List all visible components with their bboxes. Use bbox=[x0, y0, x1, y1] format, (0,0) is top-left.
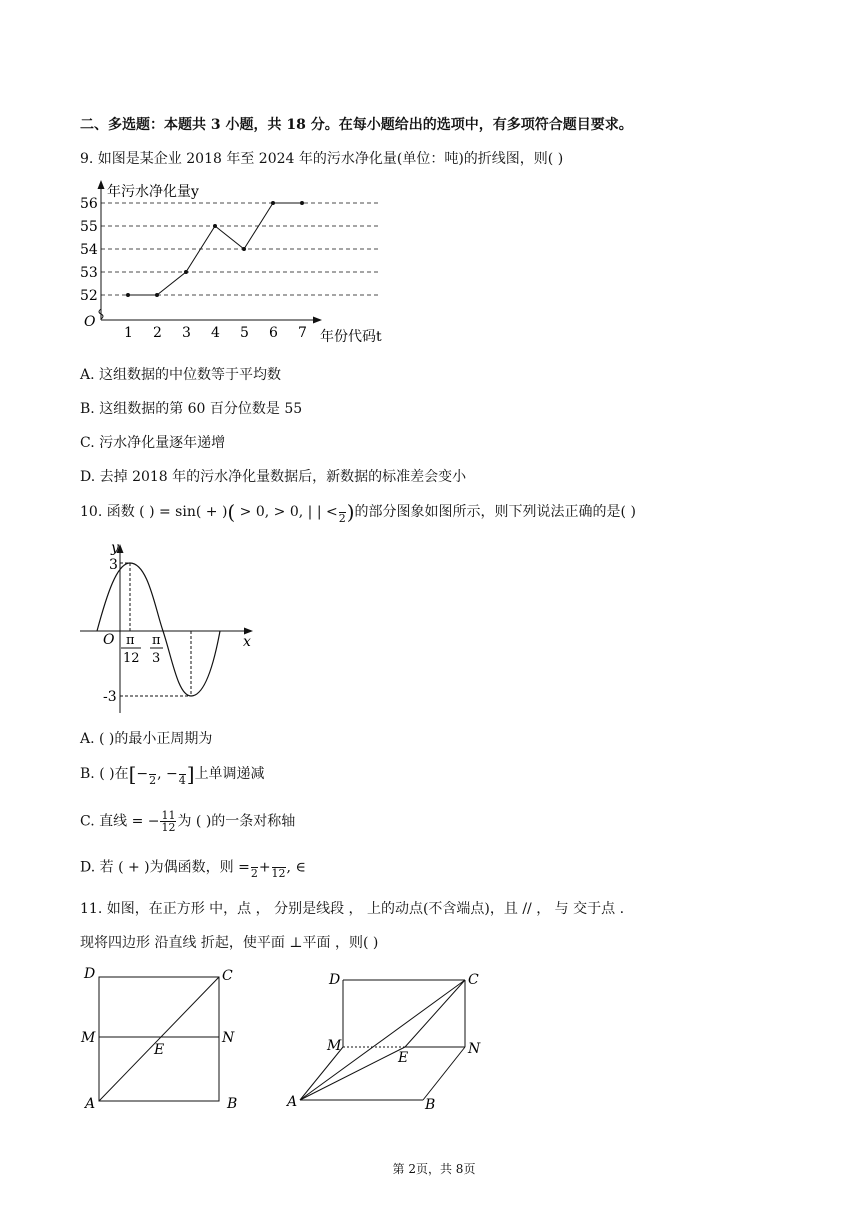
q10-option-a: A. ( )的最小正周期为 bbox=[80, 731, 213, 747]
q10-optb-bracket-left: [ bbox=[128, 762, 137, 786]
q10-x-label: x bbox=[243, 634, 251, 650]
q10-optd-plus: + bbox=[258, 859, 271, 876]
q10-tick2-num: π bbox=[152, 633, 161, 648]
q11-fig2-label-b: B bbox=[425, 1097, 436, 1112]
q10-optd-frac-2 bbox=[272, 856, 286, 879]
q9-x-tick-6: 6 bbox=[269, 325, 278, 341]
q10-optb-suffix: 上单调递减 bbox=[194, 766, 265, 782]
q9-x-arrow bbox=[313, 317, 322, 324]
q11-fig2-label-e: E bbox=[398, 1050, 409, 1066]
q11-stem-line2: 现将四边形 沿直线 折起，使平面 ⊥平面 ，则( ) bbox=[80, 935, 379, 951]
q11-fig2-label-m: M bbox=[327, 1038, 342, 1054]
q9-y-ticks bbox=[80, 196, 98, 304]
q10-stem-prefix: 10. 函数 ( ) = sin( + ) bbox=[80, 504, 228, 520]
q11-fig2-ac bbox=[300, 980, 465, 1100]
q10-option-b bbox=[80, 762, 265, 786]
q11-fig1-label-c: C bbox=[222, 968, 233, 984]
q11-fig1-label-n: N bbox=[222, 1030, 235, 1046]
q10-optb-den-2: 4 bbox=[178, 773, 186, 787]
q9-x-label: 年份代码t bbox=[320, 329, 382, 345]
q11-fig2-ec bbox=[405, 980, 465, 1047]
q9-line-chart bbox=[80, 176, 400, 346]
q9-option-b: B. 这组数据的第 60 百分位数是 55 bbox=[80, 401, 303, 417]
q9-grid bbox=[101, 203, 378, 295]
q11-figure-square bbox=[80, 962, 255, 1112]
q9-x-tick-2: 2 bbox=[153, 325, 162, 341]
q10-option-c bbox=[80, 810, 295, 833]
q10-stem-frac-den: 2 bbox=[338, 511, 346, 525]
q10-sine-curve bbox=[97, 563, 220, 696]
q11-fig1-label-b: B bbox=[227, 1096, 238, 1112]
q10-paren-left: ( bbox=[227, 500, 236, 524]
q9-x-tick-3: 3 bbox=[182, 325, 191, 341]
q10-min-label: -3 bbox=[103, 689, 117, 705]
q9-x-tick-5: 5 bbox=[240, 325, 249, 341]
q9-point-6 bbox=[271, 201, 275, 205]
q10-stem bbox=[80, 500, 636, 524]
q11-fig2-label-n: N bbox=[468, 1041, 481, 1057]
q10-optc-den: 12 bbox=[161, 821, 176, 834]
q10-optc-suffix: 为 ( )的一条对称轴 bbox=[177, 813, 296, 830]
q10-optb-den-1: 2 bbox=[149, 773, 157, 787]
q11-figure-folded bbox=[285, 962, 490, 1112]
q11-fig2-label-c: C bbox=[468, 972, 479, 988]
q9-option-a: A. 这组数据的中位数等于平均数 bbox=[80, 367, 282, 383]
q11-stem-line1: 11. 如图，在正方形 中，点 ， 分别是线段 ， 上的动点(不含端点)，且 // ， 与 交于点 . bbox=[80, 901, 625, 917]
q10-optd-den-1: 2 bbox=[250, 867, 258, 880]
q10-paren-right: ) bbox=[346, 500, 355, 524]
q10-optd-den-2: 12 bbox=[271, 867, 286, 880]
q11-fig2-bn bbox=[423, 1047, 465, 1100]
q11-fig2-label-a: A bbox=[287, 1094, 298, 1110]
q9-point-3 bbox=[184, 270, 188, 274]
q10-stem-frac bbox=[339, 501, 346, 524]
q11-fig1-label-m: M bbox=[81, 1030, 96, 1046]
q9-x-tick-7: 7 bbox=[298, 325, 307, 341]
q10-stem-cond: > 0, > 0, | | < bbox=[235, 504, 338, 520]
q9-y-tick-53: 53 bbox=[80, 265, 98, 281]
q11-fig1-label-e: E bbox=[154, 1042, 165, 1058]
q9-origin-label: O bbox=[84, 314, 96, 330]
q10-option-d bbox=[80, 856, 306, 879]
q11-fig1-label-a: A bbox=[85, 1096, 96, 1112]
q10-optb-bracket-right: ] bbox=[186, 762, 195, 786]
q10-tick1-den: 12 bbox=[123, 651, 140, 666]
q9-y-tick-52: 52 bbox=[80, 288, 98, 304]
q11-fig2-label-d: D bbox=[329, 972, 341, 988]
q9-point-4 bbox=[213, 224, 217, 228]
q10-optb-inner-1: − bbox=[136, 766, 149, 782]
section-heading: 二、多选题：本题共 3 小题，共 18 分。在每小题给出的选项中，有多项符合题目要求。 bbox=[80, 117, 633, 133]
q9-y-tick-54: 54 bbox=[80, 242, 98, 258]
q9-y-tick-56: 56 bbox=[80, 196, 98, 212]
q10-optc-prefix: C. 直线 = − bbox=[80, 813, 160, 830]
q10-y-label: y bbox=[111, 540, 119, 556]
q10-optd-suffix: , ∈ bbox=[286, 859, 306, 876]
q10-optc-num: 11 bbox=[161, 809, 176, 822]
q10-sine-graph bbox=[75, 538, 265, 718]
q9-y-tick-55: 55 bbox=[80, 219, 98, 235]
q9-y-label: 年污水净化量y bbox=[107, 184, 199, 200]
q9-point-5 bbox=[242, 247, 246, 251]
q9-option-d: D. 去掉 2018 年的污水净化量数据后，新数据的标准差会变小 bbox=[80, 469, 467, 485]
q10-optb-inner-2: , − bbox=[157, 766, 178, 782]
q9-point-7 bbox=[300, 201, 304, 205]
q9-point-2 bbox=[155, 293, 159, 297]
q10-optd-prefix: D. 若 ( + )为偶函数，则 = bbox=[80, 859, 250, 876]
q10-optc-frac bbox=[160, 810, 176, 833]
q10-max-label: 3 bbox=[109, 557, 118, 573]
q10-origin-label: O bbox=[103, 632, 115, 648]
q9-option-c: C. 污水净化量逐年递增 bbox=[80, 435, 226, 451]
q10-tick1-num: π bbox=[126, 633, 135, 648]
q9-point-1 bbox=[126, 293, 130, 297]
q10-tick2-den: 3 bbox=[152, 651, 161, 666]
q9-x-ticks bbox=[124, 325, 307, 341]
q9-x-tick-1: 1 bbox=[124, 325, 133, 341]
q10-optd-frac-1 bbox=[251, 856, 258, 879]
q9-x-tick-4: 4 bbox=[211, 325, 220, 341]
q11-fig1-label-d: D bbox=[84, 966, 96, 982]
q11-fig2-ae bbox=[300, 1047, 405, 1100]
q10-optb-frac-2 bbox=[179, 763, 186, 786]
q10-optb-frac-1 bbox=[149, 763, 156, 786]
q9-stem: 9. 如图是某企业 2018 年至 2024 年的污水净化量(单位：吨)的折线图，则( ) bbox=[80, 151, 564, 167]
q9-y-arrow bbox=[98, 180, 105, 189]
page-footer: 第 2页，共 8页 bbox=[392, 1162, 476, 1176]
q10-stem-suffix: 的部分图象如图所示，则下列说法正确的是( ) bbox=[354, 504, 636, 520]
q10-optb-prefix: B. ( )在 bbox=[80, 766, 129, 782]
q11-fig1-ac bbox=[99, 977, 219, 1101]
